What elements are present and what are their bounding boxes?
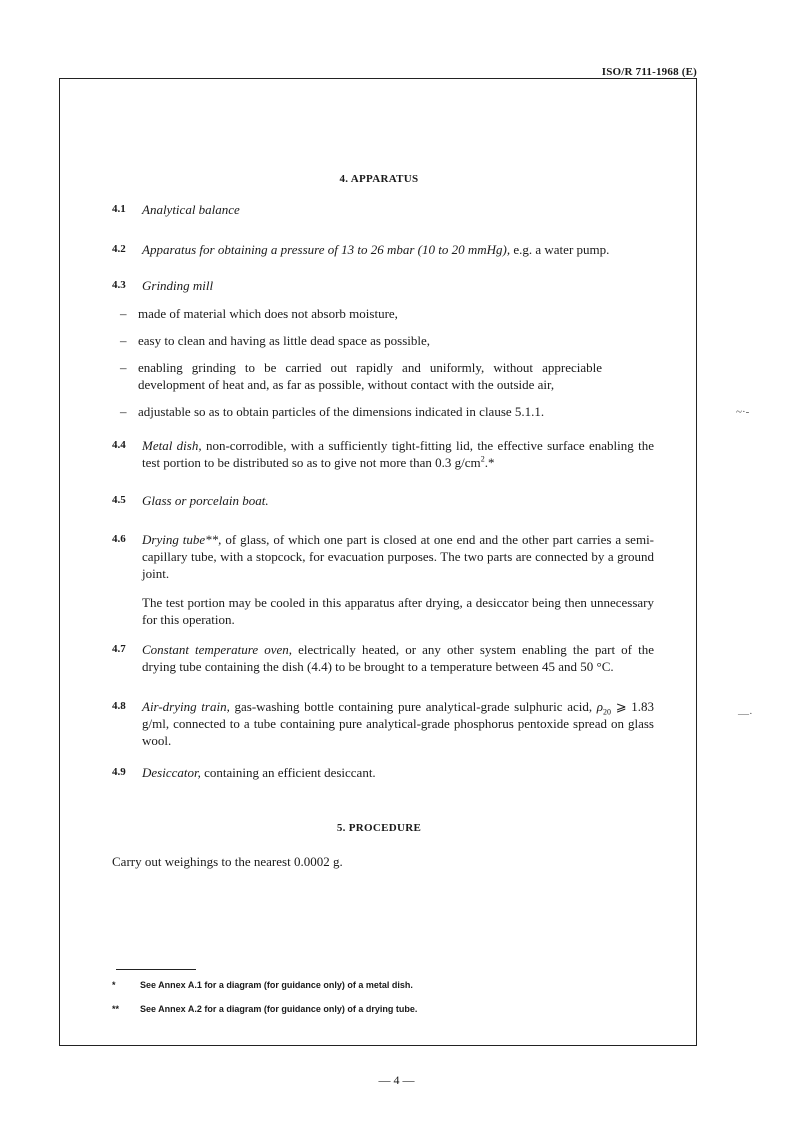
footnote-text: See Annex A.1 for a diagram (for guidance only) of a metal dish.	[140, 980, 413, 990]
clause-text: ⩾ 1.83 g/ml, connected to a tube containing pure analytical-grade phosphorus pentoxide spread on glass wool.	[142, 699, 654, 748]
clause-text: non-corrodible, with a sufficiently tight-fitting lid, the effective surface enabling the test portion to be distributed so as to give not more than 0.3 g/cm	[142, 438, 654, 470]
margin-mark: —·	[738, 708, 753, 720]
clause-title: Desiccator,	[142, 765, 201, 780]
margin-mark: ~·-	[736, 406, 750, 418]
clause-number: 4.4	[112, 439, 126, 451]
subscript: 20	[603, 707, 612, 717]
clause-title: Analytical balance	[142, 202, 240, 217]
footnote-text: See Annex A.2 for a diagram (for guidance only) of a drying tube.	[140, 1004, 418, 1014]
footnote-ref: .*	[484, 455, 495, 470]
list-item: – made of material which does not absorb moisture,	[120, 305, 602, 322]
section-title-apparatus: 4. APPARATUS	[339, 173, 419, 185]
section-title-procedure: 5. PROCEDURE	[336, 822, 422, 834]
clause-text: gas-washing bottle containing pure analytical-grade sulphuric acid,	[234, 699, 593, 714]
footnote-mark: **	[112, 1004, 120, 1014]
procedure-text: Carry out weighings to the nearest 0.0002 g.	[112, 854, 343, 869]
clause-number: 4.1	[112, 203, 126, 215]
clause-text: of glass, of which one part is closed at one end and the other part carries a semi-capillary tube, with a stopcock, for evacuation purposes. The two parts are connected by a ground joint.	[142, 532, 655, 581]
list-item: – adjustable so as to obtain particles of the dimensions indicated in clause 5.1.1.	[120, 403, 602, 420]
page-number: — 4 —	[378, 1073, 415, 1087]
clause-text: e.g. a water pump.	[513, 242, 610, 257]
clause-text: containing an efficient desiccant.	[204, 765, 376, 780]
footnote	[112, 1001, 672, 1018]
footnote-divider	[116, 969, 196, 970]
clause-note: The test portion may be cooled in this apparatus after drying, a desiccator being then unnecessary for this operation.	[142, 595, 654, 627]
page-frame	[59, 78, 697, 1046]
document-reference: ISO/R 711-1968 (E)	[601, 66, 697, 78]
clause-number: 4.7	[112, 643, 126, 655]
clause-title: Air-drying train,	[142, 699, 230, 714]
clause-number: 4.6	[112, 533, 126, 545]
clause-number: 4.3	[112, 279, 126, 291]
clause-number: 4.9	[112, 766, 126, 778]
superscript: 2	[480, 454, 485, 464]
list-item: – easy to clean and having as little dead space as possible,	[120, 332, 602, 349]
clause-title: Drying tube**,	[142, 532, 222, 547]
clause-number: 4.5	[112, 494, 126, 506]
clause-number: 4.2	[112, 243, 126, 255]
footnote-mark: *	[112, 980, 116, 990]
clause-number: 4.8	[112, 700, 126, 712]
grinding-mill-requirements	[120, 305, 602, 420]
clause-title: Apparatus for obtaining a pressure of 13 to 26 mbar (10 to 20 mmHg),	[142, 242, 511, 257]
clause-title: Metal dish,	[142, 438, 202, 453]
list-item: – enabling grinding to be carried out rapidly and uniformly, without appreciable development of heat and, as far as possible, without contact with the outside air,	[120, 359, 602, 393]
clause-text: electrically heated, or any other system enabling the part of the drying tube containing the dish (4.4) to be brought to a temperature between 45 and 50 °C.	[142, 642, 654, 674]
clause-title: Grinding mill	[142, 278, 214, 293]
footnote	[112, 977, 672, 994]
clause-title: Glass or porcelain boat.	[142, 493, 269, 508]
rho-symbol: ρ	[596, 699, 604, 714]
clause-title: Constant temperature oven,	[142, 642, 292, 657]
